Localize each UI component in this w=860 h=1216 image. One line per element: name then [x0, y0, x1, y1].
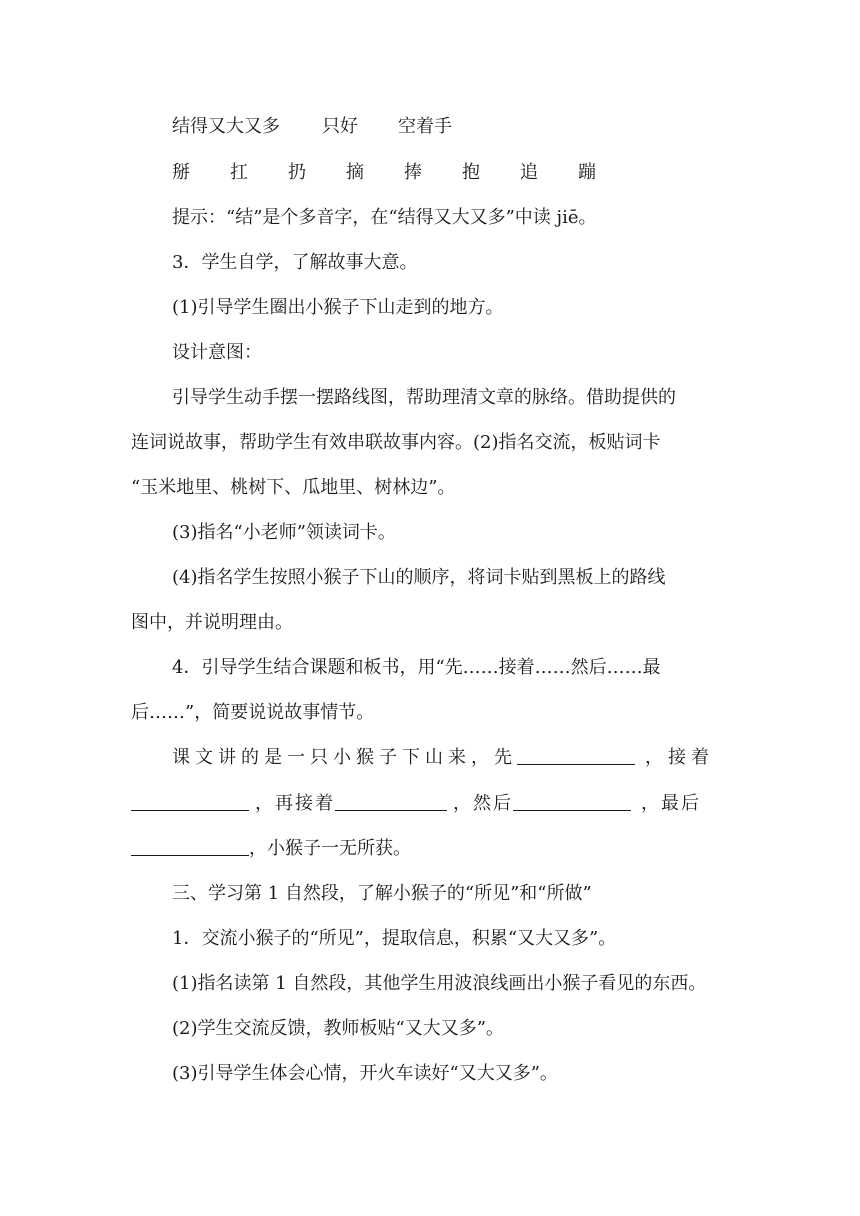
answer-blank[interactable]	[517, 746, 635, 765]
design-intent-line-3: “玉米地里、桃树下、瓜地里、树林边”。	[131, 477, 456, 498]
vocab-char: 追	[520, 162, 538, 183]
fill-blank-line-2	[131, 792, 701, 816]
step-3-heading: 3．学生自学，了解故事大意。	[172, 252, 418, 273]
step-4-line-2: 后……”，简要说说故事情节。	[131, 702, 375, 723]
design-intent-line-1: 引导学生动手摆一摆路线图，帮助理清文章的脉络。借助提供的	[172, 387, 676, 408]
vocab-word: 空着手	[398, 116, 452, 137]
fill-text: ，最后	[641, 793, 701, 814]
char-row	[172, 161, 596, 185]
section-3-item-2: (2)学生交流反馈，教师板贴“又大又多”。	[172, 1018, 504, 1039]
section-3-item-1: (1)指名读第 1 自然段，其他学生用波浪线画出小猴子看见的东西。	[172, 973, 707, 994]
step-3-4-line-1: (4)指名学生按照小猴子下山的顺序，将词卡贴到黑板上的路线	[172, 567, 666, 588]
section-3-step-1: 1．交流小猴子的“所见”，提取信息，积累“又大又多”。	[172, 928, 617, 949]
design-intent-title: 设计意图：	[172, 342, 262, 363]
section-3-item-3: (3)引导学生体会心情，开火车读好“又大又多”。	[172, 1063, 558, 1084]
vocab-char: 扔	[288, 162, 306, 183]
fill-text: ，小猴子一无所获。	[249, 838, 411, 859]
step-3-1: (1)引导学生圈出小猴子下山走到的地方。	[172, 297, 504, 318]
answer-blank[interactable]	[513, 792, 631, 811]
step-3-4-line-2: 图中，并说明理由。	[131, 612, 293, 633]
vocab-char: 掰	[172, 162, 190, 183]
step-4-line-1: 4．引导学生结合课题和板书，用“先……接着……然后……最	[172, 657, 661, 678]
hint-text: 提示：“结”是个多音字，在“结得又大又多”中读 jiē。	[172, 207, 597, 228]
section-3-heading: 三、学习第 1 自然段，了解小猴子的“所见”和“所做”	[172, 883, 592, 904]
vocab-char: 抱	[462, 162, 480, 183]
vocab-word: 只好	[322, 116, 358, 137]
step-3-3: (3)指名“小老师”领读词卡。	[172, 522, 396, 543]
vocab-char: 捧	[404, 162, 422, 183]
vocab-char: 摘	[346, 162, 364, 183]
vocab-word: 结得又大又多	[172, 116, 280, 137]
fill-text: ，再接着	[255, 793, 335, 814]
fill-text: ，然后	[453, 793, 513, 814]
fill-blank-line-3	[131, 837, 411, 861]
answer-blank[interactable]	[131, 837, 249, 856]
design-intent-line-2: 连词说故事，帮助学生有效串联故事内容。(2)指名交流，板贴词卡	[131, 432, 661, 453]
answer-blank[interactable]	[335, 792, 447, 811]
fill-blank-line-1	[172, 746, 714, 770]
vocab-row	[172, 115, 452, 139]
fill-text: ，接着	[645, 747, 714, 768]
vocab-char: 扛	[230, 162, 248, 183]
vocab-char: 蹦	[578, 162, 596, 183]
answer-blank[interactable]	[131, 792, 249, 811]
fill-text: 课文讲的是一只小猴子下山来，先	[172, 747, 517, 768]
